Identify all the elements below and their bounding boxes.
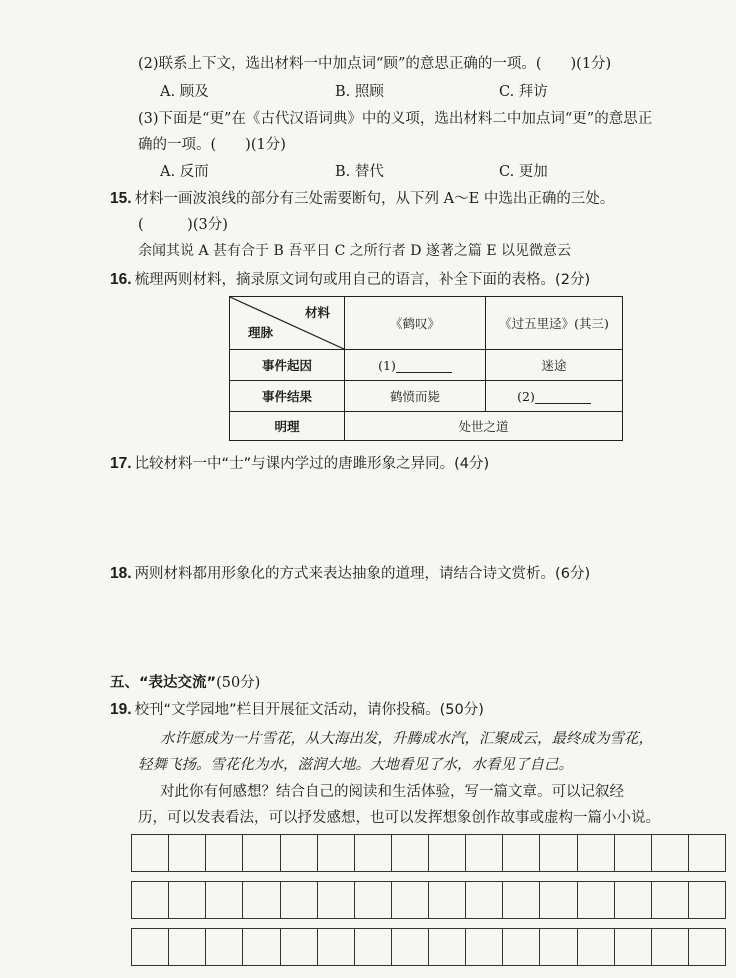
q17-question [110, 452, 489, 473]
grid-cell[interactable] [578, 929, 615, 965]
table-corner-header [230, 297, 345, 350]
grid-cell[interactable] [206, 929, 243, 965]
grid-cell[interactable] [429, 929, 466, 965]
grid-cell[interactable] [540, 835, 577, 871]
q14-2-option-a: A. 顾及 [160, 84, 209, 100]
cell-result-1: 鹤愤而毙 [345, 381, 486, 412]
q15-answer-blank: ( )(3分) [138, 217, 228, 233]
grid-cell[interactable] [503, 929, 540, 965]
corner-bottom-label: 理脉 [248, 325, 274, 340]
q15-number: 15. [110, 190, 132, 207]
grid-cell[interactable] [132, 882, 169, 918]
row-label-cause: 事件起因 [230, 350, 345, 381]
grid-cell[interactable] [578, 835, 615, 871]
cell-lesson-merged: 处世之道 [345, 412, 623, 441]
grid-cell[interactable] [466, 882, 503, 918]
q14-2-option-c: C. 拜访 [499, 84, 548, 100]
q16-number: 16. [110, 271, 132, 288]
grid-cell[interactable] [429, 835, 466, 871]
col-header-1: 《鹤叹》 [345, 297, 486, 350]
q14-3-option-a: A. 反而 [160, 164, 209, 180]
q17-text: 比较材料一中“士”与课内学过的唐雎形象之异同。(4分) [134, 456, 490, 472]
grid-cell[interactable] [392, 835, 429, 871]
grid-cell[interactable] [243, 882, 280, 918]
grid-cell[interactable] [466, 929, 503, 965]
grid-cell[interactable] [429, 882, 466, 918]
grid-cell[interactable] [355, 929, 392, 965]
q19-question [110, 698, 484, 719]
grid-cell[interactable] [466, 835, 503, 871]
cell-cause-1[interactable] [345, 350, 486, 381]
col-header-2: 《过五里迳》(其三) [486, 297, 623, 350]
grid-cell[interactable] [652, 929, 689, 965]
q18-answer-area[interactable] [131, 586, 721, 662]
q19-prompt-line-1: 水许愿成为一片雪花，从大海出发，升腾成水汽，汇聚成云，最终成为雪花， [160, 731, 653, 747]
grid-cell[interactable] [540, 929, 577, 965]
q15-sentence: 余闻其说 A 甚有合于 B 吾平日 C 之所行者 D 遂著之篇 E 以见微意云 [138, 243, 572, 259]
grid-cell[interactable] [392, 929, 429, 965]
cell-cause-2: 迷途 [486, 350, 623, 381]
grid-cell[interactable] [243, 929, 280, 965]
grid-cell[interactable] [132, 835, 169, 871]
q14-2-option-b: B. 照顾 [335, 84, 384, 100]
answer-blank-1[interactable] [396, 360, 452, 373]
section-5-heading [110, 671, 260, 692]
grid-cell[interactable] [169, 929, 206, 965]
q15-question [110, 187, 614, 208]
grid-cell[interactable] [615, 882, 652, 918]
q19-number: 19. [110, 701, 132, 718]
grid-cell[interactable] [578, 882, 615, 918]
q17-number: 17. [110, 455, 132, 472]
grid-cell[interactable] [169, 835, 206, 871]
grid-cell[interactable] [689, 835, 726, 871]
q18-number: 18. [110, 565, 132, 582]
q18-question [110, 562, 590, 583]
blank-1-label: (1) [378, 357, 396, 373]
q19-instruction-line-1: 对此你有何感想？结合自己的阅读和生活体验，写一篇文章。可以记叙经 [160, 784, 624, 800]
grid-cell[interactable] [318, 882, 355, 918]
grid-cell[interactable] [132, 929, 169, 965]
q14-3-question-line2: 确的一项。( )(1分) [138, 137, 286, 153]
grid-cell[interactable] [615, 835, 652, 871]
q14-2-question: (2)联系上下文，选出材料一中加点词“顾”的意思正确的一项。( )(1分) [138, 56, 612, 72]
q14-3-question-line1: (3)下面是“更”在《古代汉语词典》中的义项，选出材料二中加点词“更”的意思正 [138, 111, 653, 127]
grid-cell[interactable] [355, 835, 392, 871]
grid-cell[interactable] [243, 835, 280, 871]
grid-cell[interactable] [281, 835, 318, 871]
grid-cell[interactable] [615, 929, 652, 965]
q18-text: 两则材料都用形象化的方式来表达抽象的道理，请结合诗文赏析。(6分) [134, 566, 591, 582]
grid-cell[interactable] [689, 929, 726, 965]
grid-cell[interactable] [355, 882, 392, 918]
grid-cell[interactable] [281, 929, 318, 965]
answer-blank-2[interactable] [535, 391, 591, 404]
grid-cell[interactable] [652, 882, 689, 918]
row-label-lesson: 明理 [230, 412, 345, 441]
grid-cell[interactable] [503, 835, 540, 871]
grid-cell[interactable] [689, 882, 726, 918]
grid-cell[interactable] [206, 835, 243, 871]
grid-cell[interactable] [392, 882, 429, 918]
row-label-result: 事件结果 [230, 381, 345, 412]
q14-3-option-c: C. 更加 [499, 164, 548, 180]
cell-result-2[interactable] [486, 381, 623, 412]
q19-instruction-line-2: 历，可以发表看法，可以抒发感想，也可以发挥想象创作故事或虚构一篇小小说。 [138, 810, 660, 826]
grid-cell[interactable] [318, 929, 355, 965]
grid-cell[interactable] [318, 835, 355, 871]
grid-cell[interactable] [206, 882, 243, 918]
q19-text: 校刊“文学园地”栏目开展征文活动，请你投稿。(50分) [134, 702, 484, 718]
blank-2-label: (2) [517, 388, 535, 404]
q14-3-option-b: B. 替代 [335, 164, 384, 180]
writing-grid-row[interactable] [131, 881, 726, 919]
writing-grid[interactable] [131, 834, 726, 975]
section-5-score: (50分) [216, 675, 261, 691]
writing-grid-row[interactable] [131, 834, 726, 872]
q17-answer-area[interactable] [131, 476, 721, 556]
section-5-title: 五、“表达交流” [110, 675, 217, 691]
grid-cell[interactable] [540, 882, 577, 918]
grid-cell[interactable] [503, 882, 540, 918]
q16-question [110, 268, 590, 289]
q19-prompt-line-2: 轻舞飞扬。雪花化为水，滋润大地。大地看见了水，水看见了自己。 [138, 757, 573, 773]
q15-text: 材料一画波浪线的部分有三处需要断句，从下列 A～E 中选出正确的三处。 [134, 191, 615, 207]
q16-text: 梳理两则材料，摘录原文词句或用自己的语言，补全下面的表格。(2分) [134, 272, 591, 288]
writing-grid-row[interactable] [131, 928, 726, 966]
q16-table [229, 296, 623, 441]
corner-top-label: 材料 [304, 305, 330, 320]
grid-cell[interactable] [169, 882, 206, 918]
grid-cell[interactable] [281, 882, 318, 918]
grid-cell[interactable] [652, 835, 689, 871]
